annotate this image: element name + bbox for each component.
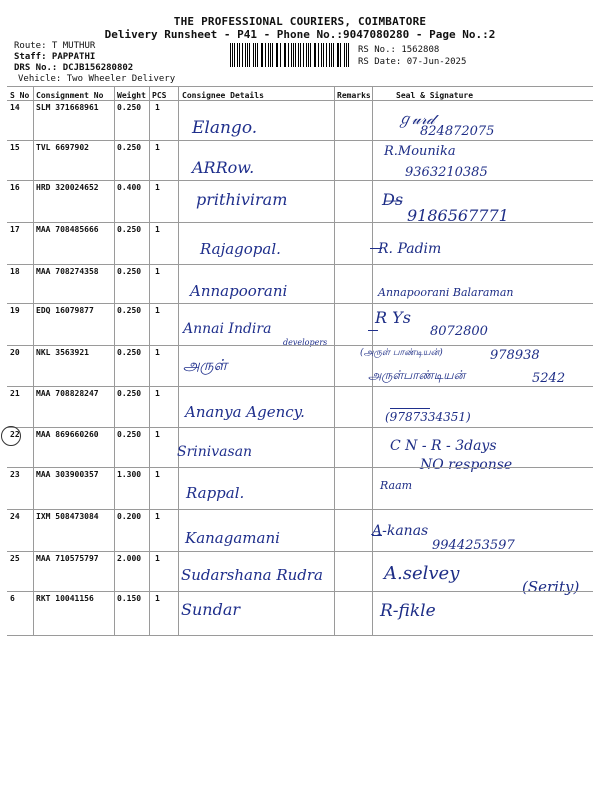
- row-sno: 6: [10, 594, 15, 603]
- vehicle-label: Vehicle: Two Wheeler Delivery: [18, 74, 176, 84]
- row-rule: [7, 303, 593, 304]
- row-pcs: 1: [155, 470, 160, 479]
- row-rule: [7, 345, 593, 346]
- row-rule: [7, 551, 593, 552]
- consignee-handwriting: Ananya Agency.: [185, 403, 305, 421]
- row-rule: [7, 222, 593, 223]
- header-consignment: Consignment No: [36, 91, 104, 100]
- row-weight: 0.200: [117, 512, 142, 521]
- barcode-bar: [300, 43, 301, 67]
- barcode-bar: [321, 43, 322, 67]
- row-weight: 0.250: [117, 389, 142, 398]
- row-sno: 14: [10, 103, 20, 112]
- barcode-bar: [253, 43, 254, 67]
- signature-handwriting: D̶s̶: [382, 190, 404, 209]
- signature-handwriting: 5242: [532, 371, 566, 386]
- consignee-handwriting: Rajagopal.: [200, 240, 281, 258]
- ink-stroke: [372, 535, 382, 536]
- row-weight: 0.400: [117, 183, 142, 192]
- consignee-handwriting: Sudarshana Rudra: [181, 566, 323, 584]
- row-pcs: 1: [155, 225, 160, 234]
- consignee-handwriting: Elango.: [192, 118, 258, 138]
- row-sno: 17: [10, 225, 20, 234]
- row-consignment-no: MAA 303900357: [36, 470, 99, 479]
- barcode-bar: [265, 43, 266, 67]
- row-rule: [7, 509, 593, 510]
- row-rule: [7, 427, 593, 428]
- row-consignment-no: IXM 508473084: [36, 512, 99, 521]
- row-weight: 0.150: [117, 594, 142, 603]
- signature-handwriting: ℊ𝓊𝓇𝒹: [397, 110, 435, 128]
- row-pcs: 1: [155, 143, 160, 152]
- row-weight: 1.300: [117, 470, 142, 479]
- row-sno: 22: [10, 430, 20, 439]
- consignee-handwriting: Srinivasan: [177, 444, 253, 460]
- row-pcs: 1: [155, 512, 160, 521]
- staff-label: Staff: PAPPATHI: [14, 52, 96, 62]
- row-rule: [7, 635, 593, 636]
- row-weight: 0.250: [117, 267, 142, 276]
- runsheet-subtitle: Delivery Runsheet - P41 - Phone No.:9047080280 - Page No.:2: [104, 28, 496, 41]
- row-sno: 18: [10, 267, 20, 276]
- row-consignment-no: TVL 6697902: [36, 143, 89, 152]
- row-sno: 19: [10, 306, 20, 315]
- consignee-handwriting: Kanagamani: [185, 529, 280, 547]
- signature-handwriting: 9363210385: [405, 165, 488, 180]
- row-pcs: 1: [155, 103, 160, 112]
- signature-handwriting: (9787334351): [385, 410, 471, 424]
- signature-handwriting: Annapoorani Balaraman: [378, 286, 514, 299]
- consignee-handwriting: prithiviram: [196, 190, 288, 209]
- column-divider: [33, 86, 34, 635]
- row-pcs: 1: [155, 389, 160, 398]
- row-sno: 23: [10, 470, 20, 479]
- header-consignee: Consignee Details: [182, 91, 264, 100]
- barcode-bar: [249, 43, 250, 67]
- barcode-bar: [344, 43, 345, 67]
- rs-number: RS No.: 1562808: [358, 45, 440, 55]
- barcode-bar: [239, 43, 240, 67]
- row-rule: [7, 140, 593, 141]
- column-divider: [372, 86, 373, 635]
- row-rule: [7, 591, 593, 592]
- signature-handwriting: 8072800: [430, 324, 488, 339]
- signature-handwriting: A-kanas: [372, 523, 429, 539]
- ink-stroke: [390, 408, 430, 409]
- row-sno: 16: [10, 183, 20, 192]
- drs-label: DRS No.: DCJB156280802: [14, 63, 134, 73]
- signature-handwriting: 978938: [490, 348, 540, 363]
- signature-handwriting: 824872075: [420, 124, 495, 139]
- row-consignment-no: HRD 320024652: [36, 183, 99, 192]
- row-pcs: 1: [155, 594, 160, 603]
- consignee-handwriting: ARRow.: [192, 158, 255, 177]
- barcode-bar: [230, 43, 231, 67]
- header-weight: Weight: [117, 91, 146, 100]
- rs-date: RS Date: 07-Jun-2025: [358, 57, 467, 67]
- header-sno: S No: [10, 91, 30, 100]
- row-consignment-no: MAA 708828247: [36, 389, 99, 398]
- signature-handwriting: A.selvey: [384, 563, 460, 584]
- barcode-bar: [333, 43, 334, 67]
- signature-handwriting: அருள்பாண்டியன்: [368, 368, 466, 382]
- row-weight: 0.250: [117, 143, 142, 152]
- consignee-handwriting: Rappal.: [186, 484, 245, 502]
- row-pcs: 1: [155, 554, 160, 563]
- row-consignment-no: MAA 708485666: [36, 225, 99, 234]
- signature-handwriting: R Ys: [375, 308, 411, 327]
- row-weight: 0.250: [117, 103, 142, 112]
- consignee-handwriting: Sundar: [181, 600, 240, 619]
- row-pcs: 1: [155, 430, 160, 439]
- column-divider: [178, 86, 179, 635]
- signature-handwriting: R.Mounika: [384, 144, 456, 159]
- circled-row-marker: [1, 426, 21, 446]
- company-title: THE PROFESSIONAL COURIERS, COIMBATORE: [173, 15, 427, 28]
- row-sno: 21: [10, 389, 20, 398]
- row-weight: 2.000: [117, 554, 142, 563]
- barcode-bar: [272, 43, 273, 67]
- row-rule: [7, 467, 593, 468]
- row-consignment-no: EDQ 16079877: [36, 306, 94, 315]
- consignee-handwriting: Annapoorani: [190, 282, 288, 300]
- consignee-handwriting-extra: developers: [283, 338, 328, 347]
- row-consignment-no: RKT 10041156: [36, 594, 94, 603]
- column-divider: [334, 86, 335, 635]
- signature-handwriting: NO response: [420, 457, 513, 473]
- row-rule: [7, 264, 593, 265]
- signature-handwriting: Raam: [380, 479, 413, 492]
- barcode-bar: [308, 43, 309, 67]
- signature-handwriting: R-fikle: [380, 601, 436, 621]
- barcode-bar: [298, 43, 299, 67]
- row-pcs: 1: [155, 348, 160, 357]
- consignee-handwriting: Annai Indira: [183, 321, 272, 337]
- row-sno: 24: [10, 512, 20, 521]
- row-weight: 0.250: [117, 348, 142, 357]
- ink-stroke: [368, 330, 378, 331]
- header-remarks: Remarks: [337, 91, 371, 100]
- row-sno: 15: [10, 143, 20, 152]
- row-consignment-no: SLM 371668961: [36, 103, 99, 112]
- row-consignment-no: MAA 708274358: [36, 267, 99, 276]
- column-divider: [149, 86, 150, 635]
- row-weight: 0.250: [117, 306, 142, 315]
- barcode-bar: [288, 43, 289, 67]
- table-header-rule: [7, 100, 593, 101]
- row-consignment-no: MAA 710575797: [36, 554, 99, 563]
- route-label: Route: T MUTHUR: [14, 41, 96, 51]
- barcode-bar: [340, 43, 341, 67]
- signature-handwriting: (அருள் பாண்டியன்): [360, 348, 443, 358]
- barcode-bar: [257, 43, 258, 67]
- signature-handwriting: C N - R - 3days: [390, 438, 497, 454]
- row-sno: 20: [10, 348, 20, 357]
- row-rule: [7, 180, 593, 181]
- row-consignment-no: MAA 869660260: [36, 430, 99, 439]
- ink-stroke: [370, 248, 382, 249]
- barcode-bar: [314, 43, 315, 67]
- barcode-bar: [326, 43, 327, 67]
- signature-handwriting: (Serity): [522, 578, 580, 596]
- barcode: [230, 43, 352, 67]
- header-seal: Seal & Signature: [396, 91, 474, 100]
- column-divider: [114, 86, 115, 635]
- row-pcs: 1: [155, 183, 160, 192]
- signature-handwriting: R. Padim: [378, 241, 442, 257]
- row-pcs: 1: [155, 306, 160, 315]
- consignee-handwriting: அருள்: [183, 356, 228, 374]
- row-weight: 0.250: [117, 225, 142, 234]
- row-pcs: 1: [155, 267, 160, 276]
- barcode-bar: [237, 43, 238, 67]
- table-top-rule: [7, 86, 593, 87]
- barcode-bar: [280, 43, 281, 67]
- row-consignment-no: NKL 3563921: [36, 348, 89, 357]
- barcode-bar: [276, 43, 277, 67]
- row-rule: [7, 386, 593, 387]
- header-pcs: PCS: [152, 91, 167, 100]
- signature-handwriting: 9944253597: [432, 538, 515, 553]
- signature-handwriting: 9186567771: [407, 206, 509, 225]
- row-weight: 0.250: [117, 430, 142, 439]
- row-sno: 25: [10, 554, 20, 563]
